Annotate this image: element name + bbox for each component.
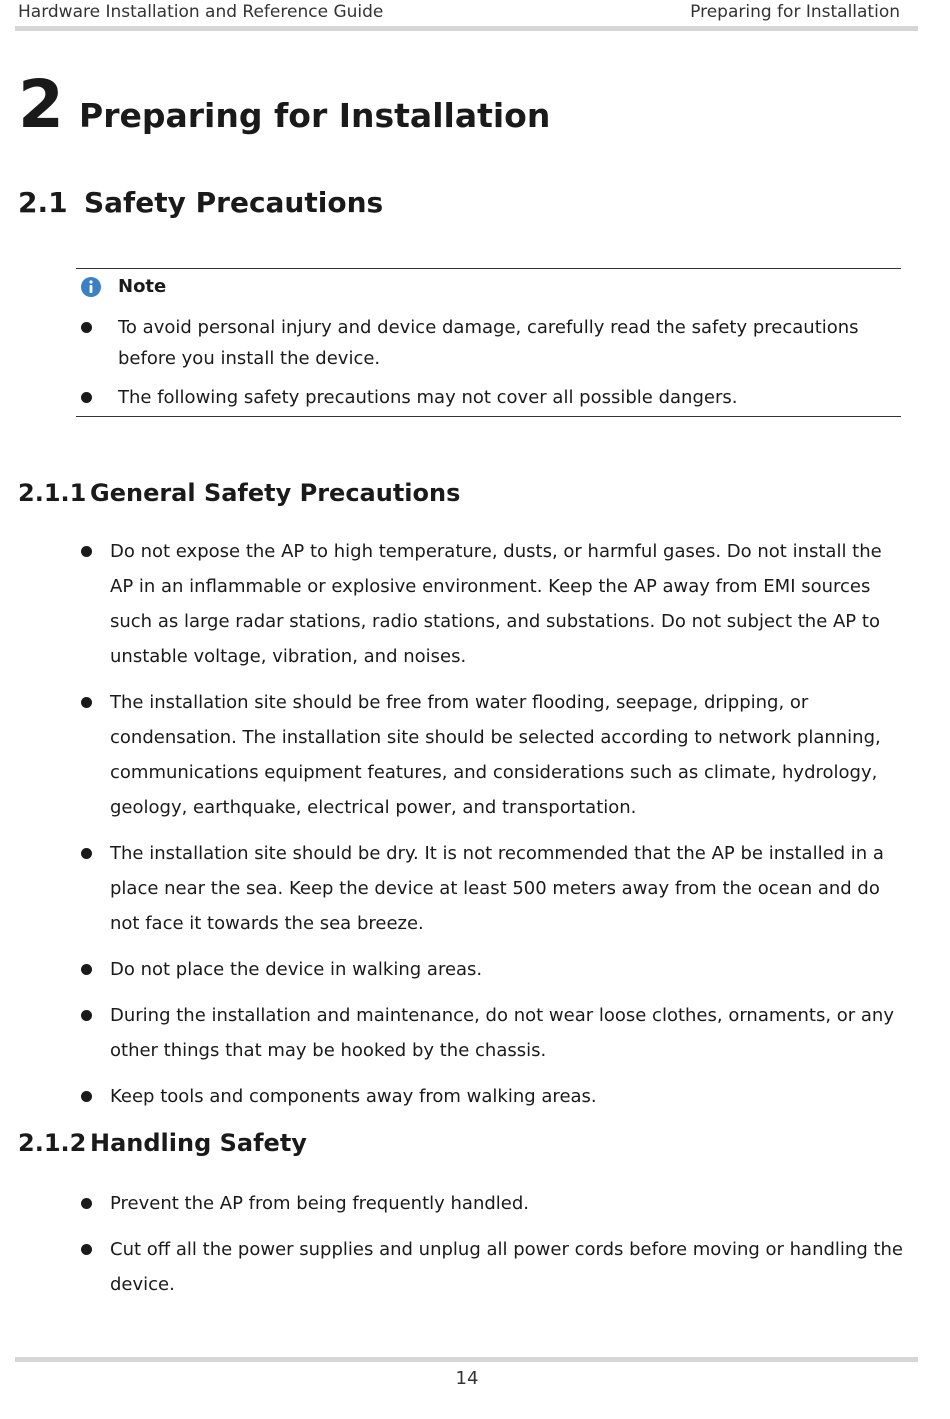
subsection-title: General Safety Precautions <box>90 479 461 507</box>
chapter-number: 2 <box>18 66 64 143</box>
subsection-heading-handling <box>18 1126 307 1160</box>
section-heading <box>18 184 383 222</box>
info-icon <box>80 276 102 298</box>
note-item <box>76 382 898 413</box>
list-item <box>76 534 910 674</box>
list-item-text: The installation site should be free from water flooding, seepage, dripping, or condensation. The installation site should be selected according to network planning, communications equipment features, and considerations such as climate, hydrology, geology, earthquake, electrical power, and transportation. <box>110 692 881 818</box>
list-item <box>76 1186 910 1221</box>
note-item-text: To avoid personal injury and device damage, carefully read the safety precautions before you install the device. <box>118 317 859 369</box>
list-item-text: Cut off all the power supplies and unplug all power cords before moving or handling the device. <box>110 1239 904 1295</box>
page-header <box>18 0 900 26</box>
general-safety-list <box>76 534 910 1125</box>
note-item-text: The following safety precautions may not cover all possible dangers. <box>118 387 738 408</box>
note-label: Note <box>118 276 167 297</box>
list-item-text: Prevent the AP from being frequently handled. <box>110 1193 530 1214</box>
list-item <box>76 1079 910 1114</box>
list-item-text: Do not expose the AP to high temperature, dusts, or harmful gases. Do not install the AP in an inflammable or explosive environment. Keep the AP away from EMI sources such as large radar stations, radio stations, and substations. Do not subject the AP to unstable voltage, vibration, and noises. <box>110 541 882 667</box>
bullet-icon <box>81 964 92 975</box>
bullet-icon <box>81 697 92 708</box>
list-item <box>76 1232 910 1302</box>
bullet-icon <box>81 392 92 403</box>
list-item <box>76 685 910 825</box>
handling-safety-list <box>76 1186 910 1313</box>
bullet-icon <box>81 322 92 333</box>
list-item-text: Do not place the device in walking areas. <box>110 959 483 980</box>
subsection-heading-general <box>18 476 460 510</box>
subsection-title: Handling Safety <box>90 1129 307 1157</box>
subsection-number: 2.1.2 <box>18 1129 87 1157</box>
chapter-running-title: Preparing for Installation <box>690 2 900 22</box>
note-list <box>76 312 901 421</box>
page-number: 14 <box>455 1368 479 1389</box>
bullet-icon <box>81 1198 92 1209</box>
subsection-number: 2.1.1 <box>18 479 87 507</box>
list-item <box>76 836 910 941</box>
bullet-icon <box>81 848 92 859</box>
note-item <box>76 312 898 374</box>
list-item-text: During the installation and maintenance, do not wear loose clothes, ornaments, or any other things that may be hooked by the chassis. <box>110 1005 894 1061</box>
footer-divider <box>15 1357 918 1362</box>
bullet-icon <box>81 1010 92 1021</box>
bullet-icon <box>81 1091 92 1102</box>
bullet-icon <box>81 1244 92 1255</box>
note-box <box>76 268 901 417</box>
list-item-text: Keep tools and components away from walking areas. <box>110 1086 597 1107</box>
list-item <box>76 998 910 1068</box>
section-title: Safety Precautions <box>84 186 384 219</box>
bullet-icon <box>81 546 92 557</box>
list-item-text: The installation site should be dry. It is not recommended that the AP be installed in a place near the sea. Keep the device at least 500 meters away from the ocean and do not face it towards the sea breeze. <box>110 843 884 934</box>
chapter-heading <box>18 68 550 148</box>
chapter-title: Preparing for Installation <box>79 96 551 135</box>
section-number: 2.1 <box>18 186 68 219</box>
list-item <box>76 952 910 987</box>
header-divider <box>15 26 918 31</box>
document-title: Hardware Installation and Reference Guide <box>18 2 384 22</box>
